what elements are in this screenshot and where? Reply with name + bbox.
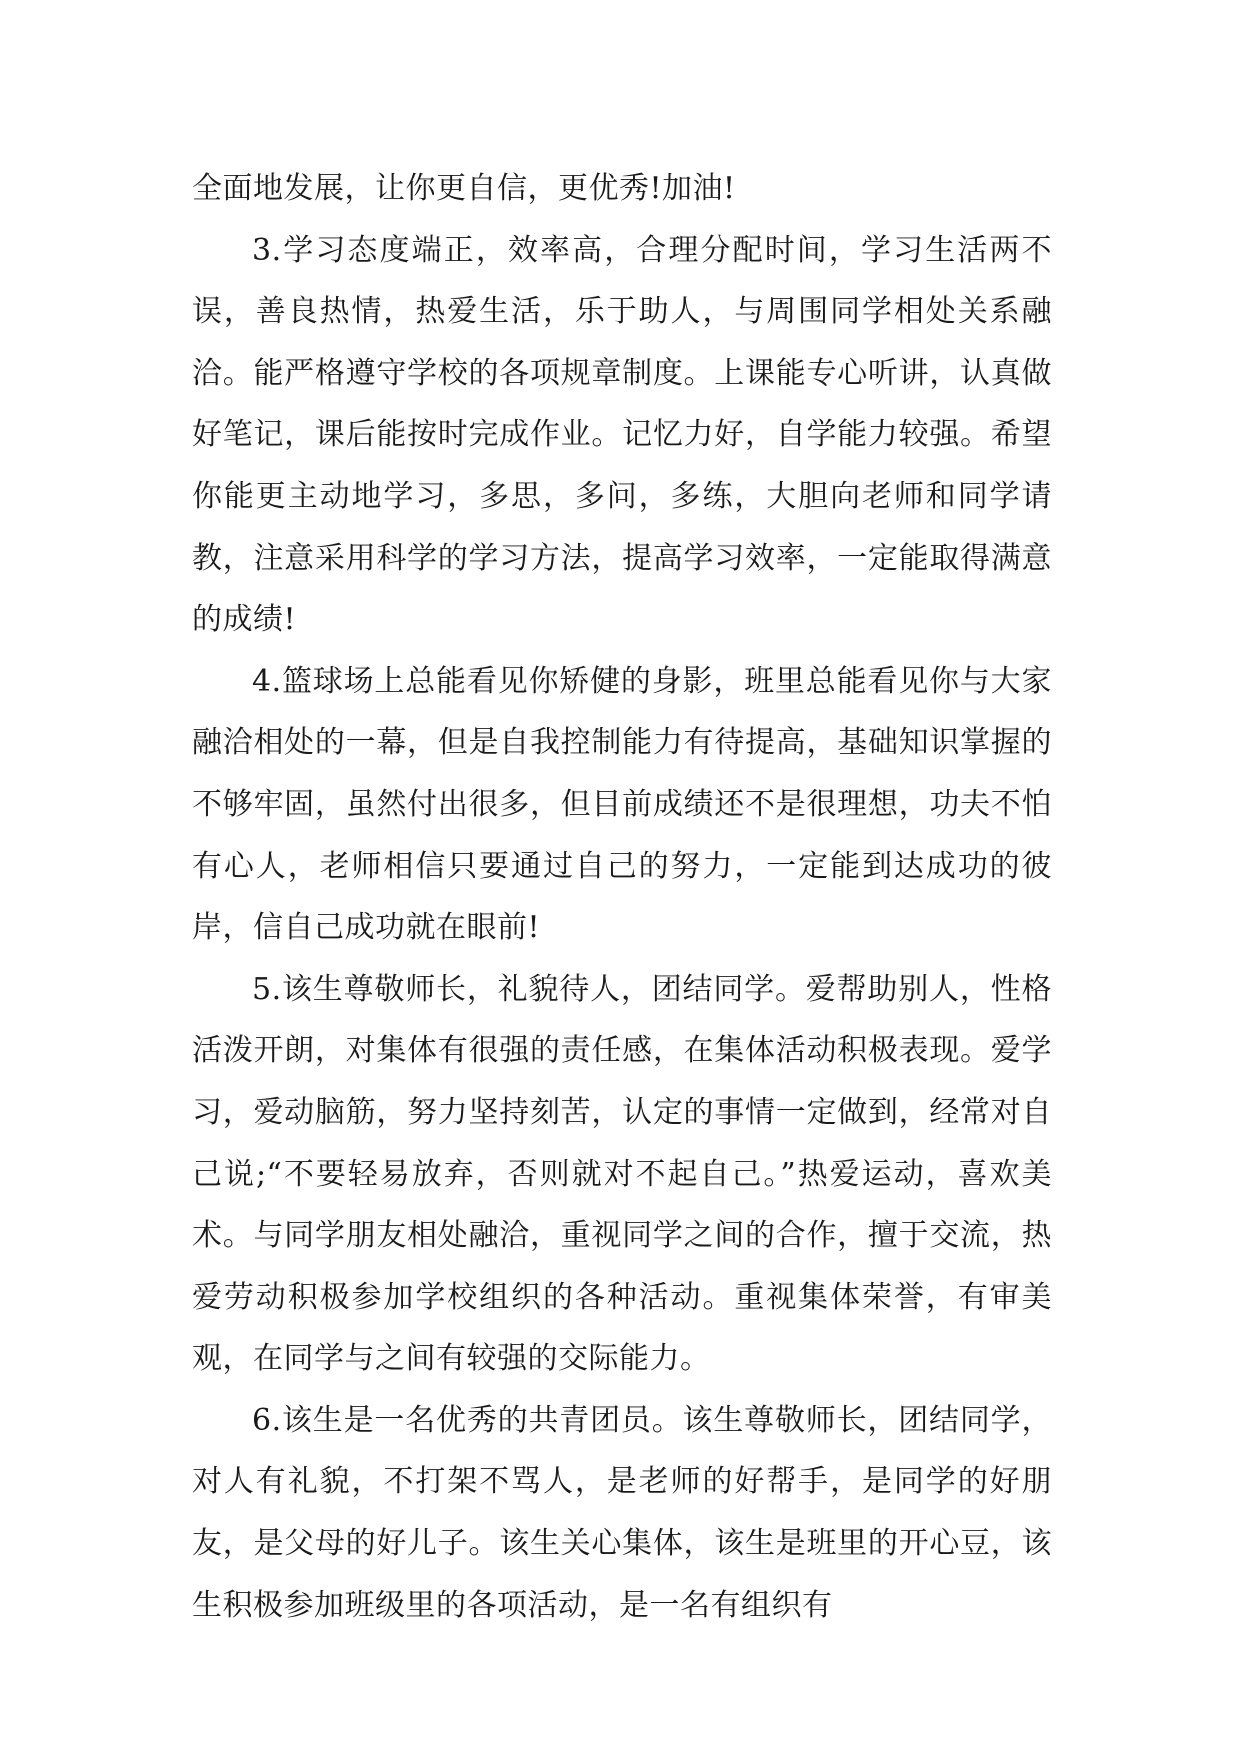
paragraph-item-6: 6.该生是一名优秀的共青团员。该生尊敬师长，团结同学，对人有礼貌，不打架不骂人，是老师的好帮手，是同学的好朋友，是父母的好儿子。该生关心集体，该生是班里的开心豆，该生积极参加班级里的各项活动，是一名有组织有 xyxy=(192,1402,1052,1623)
paragraph-item-5: 5.该生尊敬师长，礼貌待人，团结同学。爱帮助别人，性格活泼开朗，对集体有很强的责任感，在集体活动积极表现。爱学习，爱动脑筋，努力坚持刻苦，认定的事情一定做到，经常对自己说;“不要轻易放弃，否则就对不起自己。”热爱运动，喜欢美术。与同学朋友相处融洽，重视同学之间的合作，擅于交流，热爱劳动积极参加学校组织的各种活动。重视集体荣誉，有审美观，在同学与之间有较强的交际能力。 xyxy=(192,971,1052,1377)
paragraph-item-4: 4.篮球场上总能看见你矫健的身影，班里总能看见你与大家融洽相处的一幕，但是自我控制能力有待提高，基础知识掌握的不够牢固，虽然付出很多，但目前成绩还不是很理想，功夫不怕有心人，老师相信只要通过自己的努力，一定能到达成功的彼岸，信自己成功就在眼前! xyxy=(192,663,1052,946)
document-body xyxy=(192,158,1052,1636)
paragraph-item-3: 3.学习态度端正，效率高，合理分配时间，学习生活两不误，善良热情，热爱生活，乐于助人，与周围同学相处关系融洽。能严格遵守学校的各项规章制度。上课能专心听讲，认真做好笔记，课后能按时完成作业。记忆力好，自学能力较强。希望你能更主动地学习，多思，多问，多练，大胆向老师和同学请教，注意采用科学的学习方法，提高学习效率，一定能取得满意的成绩! xyxy=(192,232,1052,638)
paragraph-continuation: 全面地发展，让你更自信，更优秀!加油! xyxy=(192,171,736,206)
